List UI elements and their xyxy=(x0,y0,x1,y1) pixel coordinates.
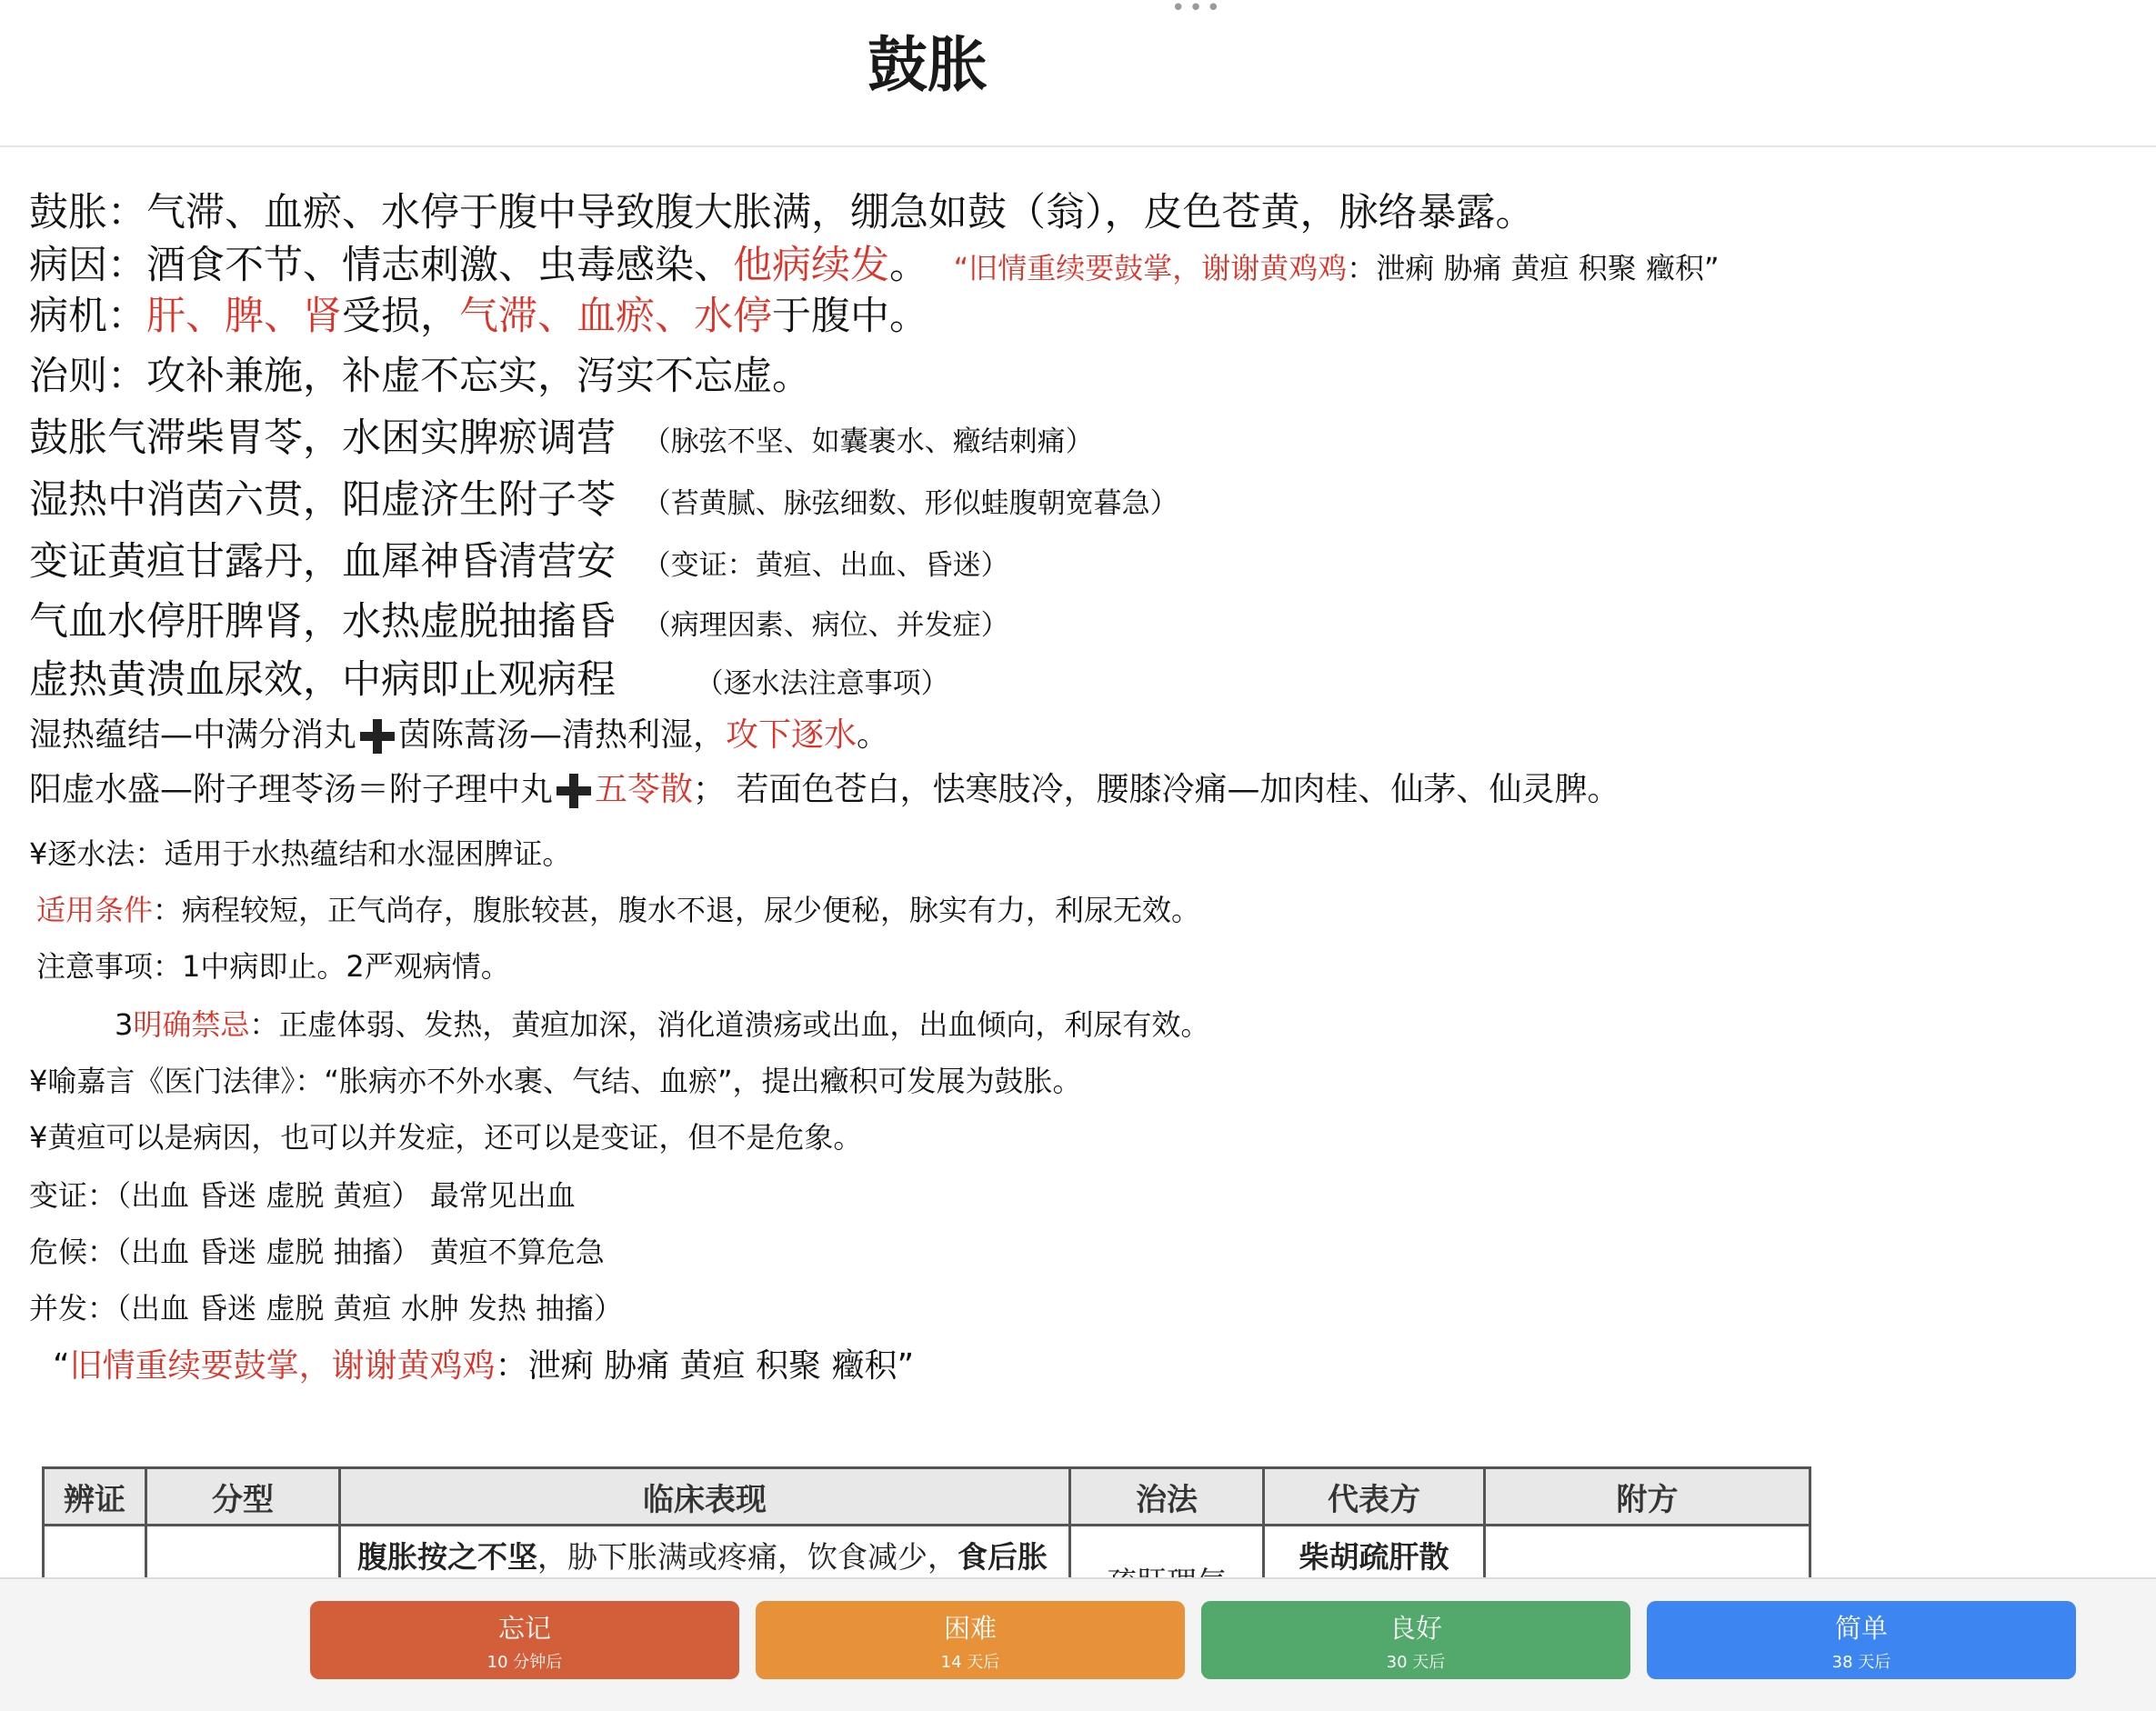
pathogenesis-end: 于腹中。 xyxy=(772,294,928,339)
table-header: 治法 xyxy=(1070,1468,1264,1526)
verse-5-text: 虚热黄溃血尿效，中病即止观病程 xyxy=(29,657,616,703)
mnemonic-highlight: “旧情重续要鼓掌，谢谢黄鸡鸡 xyxy=(953,251,1348,285)
mnemonic-line-text: ：泄痢 胁痛 黄疸 积聚 癥积” xyxy=(495,1347,915,1385)
verse-1-note: （脉弦不坚、如囊裹水、癥结刺痛） xyxy=(642,425,1094,458)
again-label: 忘记 xyxy=(497,1613,551,1644)
verse-line-3 xyxy=(29,531,1009,586)
verse-line-4 xyxy=(29,591,1009,646)
etiology-line xyxy=(29,235,1720,290)
drag-handle-icon[interactable]: ••• xyxy=(1171,0,1225,22)
verse-line-5 xyxy=(29,649,949,705)
verse-line-2 xyxy=(29,469,1178,525)
plus-icon xyxy=(557,774,591,808)
yang-deficiency-line xyxy=(29,764,1620,810)
mnemonic-line xyxy=(53,1340,914,1386)
verse-2-text: 湿热中消茵六贯，阳虚济生附子苓 xyxy=(29,477,616,523)
good-label: 良好 xyxy=(1389,1613,1442,1644)
etiology-highlight: 他病续发 xyxy=(733,243,889,288)
mnemonic-line-highlight: 旧情重续要鼓掌，谢谢黄鸡鸡 xyxy=(69,1347,496,1385)
pathogenesis-text: 受损， xyxy=(342,294,459,339)
hard-button[interactable] xyxy=(756,1601,1185,1679)
symptom-bold-2: 食后胀 xyxy=(958,1540,1048,1574)
indication-text: ：病程较短，正气尚存，腹胀较甚，腹水不退，尿少便秘，脉实有力，利尿无效。 xyxy=(153,893,1201,927)
etiology-end: 。 xyxy=(889,243,928,288)
purgation-line: ¥逐水法：适用于水热蕴结和水湿困脾证。 xyxy=(29,836,572,871)
header xyxy=(0,0,2156,147)
damp-heat-formula-2: 茵陈蒿汤—清热利湿， xyxy=(398,716,727,754)
table-header: 临床表现 xyxy=(340,1468,1070,1526)
page-title: 鼓胀 xyxy=(867,30,988,100)
critical-sign-line: 危候：（出血 昏迷 虚脱 抽搐） 黄疸不算危急 xyxy=(29,1235,605,1269)
again-button[interactable] xyxy=(310,1601,739,1679)
verse-4-text: 气血水停肝脾肾，水热虚脱抽搐昏 xyxy=(29,599,616,645)
yu-jiayan-line: ¥喻嘉言《医门法律》：“胀病亦不外水裹、气结、血瘀”，提出癥积可发展为鼓胀。 xyxy=(29,1064,1082,1098)
symptom-bold: 腹胀按之不坚 xyxy=(357,1540,537,1574)
treatment-principle-line: 治则：攻补兼施，补虚不忘实，泻实不忘虚。 xyxy=(29,354,811,399)
easy-button[interactable] xyxy=(1647,1601,2076,1679)
pathogenesis-factors: 气滞、血瘀、水停 xyxy=(459,294,772,339)
etiology-text: 病因：酒食不节、情志刺激、虫毒感染、 xyxy=(29,243,733,288)
table-header: 附方 xyxy=(1485,1468,1810,1526)
again-interval: 10 分钟后 xyxy=(486,1653,563,1672)
jaundice-line: ¥黄疸可以是病因，也可以并发症，还可以是变证，但不是危象。 xyxy=(29,1120,863,1155)
contraindication-label: 明确禁忌 xyxy=(133,1007,250,1042)
good-interval: 30 天后 xyxy=(1386,1653,1446,1672)
easy-label: 简单 xyxy=(1834,1613,1888,1644)
verse-3-note: （变证：黄疸、出血、昏迷） xyxy=(642,549,1009,582)
damp-heat-end: 。 xyxy=(857,716,890,754)
symptom-text: ，胁下胀满或疼痛，饮食减少， xyxy=(537,1540,958,1574)
yang-deficiency-text: ； 若面色苍白，怯寒肢冷，腰膝冷痛—加肉桂、仙茅、仙灵脾。 xyxy=(693,771,1620,808)
verse-1-text: 鼓胀气滞柴胃苓，水困实脾瘀调营 xyxy=(29,415,616,461)
indication-line xyxy=(36,887,1200,929)
pathogenesis-label: 病机： xyxy=(29,294,146,339)
easy-interval: 38 天后 xyxy=(1831,1653,1891,1672)
mnemonic-quote: “ xyxy=(53,1347,70,1385)
table-header: 分型 xyxy=(146,1468,340,1526)
contraindication-num: 3 xyxy=(115,1007,134,1042)
damp-heat-line xyxy=(29,709,889,755)
verse-line-1 xyxy=(29,407,1094,463)
table-header: 代表方 xyxy=(1264,1468,1485,1526)
pathogenesis-organs: 肝、脾、肾 xyxy=(146,294,342,339)
variant-syndrome-line: 变证：（出血 昏迷 虚脱 黄疸） 最常见出血 xyxy=(29,1178,576,1213)
verse-2-note: （苔黄腻、脉弦细数、形似蛙腹朝宽暮急） xyxy=(642,487,1178,520)
verse-5-note: （逐水法注意事项） xyxy=(695,667,949,700)
hard-label: 困难 xyxy=(943,1613,997,1644)
pathogenesis-line xyxy=(29,285,928,341)
table-header: 辨证 xyxy=(44,1468,146,1526)
precaution-line: 注意事项：1中病即止。2严观病情。 xyxy=(36,949,510,984)
contraindication-text: ：正虚体弱、发热，黄疸加深，消化道溃疡或出血，出血倾向，利尿有效。 xyxy=(249,1007,1210,1042)
representative-formula: 柴胡疏肝散 xyxy=(1299,1540,1449,1574)
mnemonic-text: ：泄痢 胁痛 黄疸 积聚 癥积” xyxy=(1347,251,1720,285)
contraindication-line xyxy=(115,1002,1209,1044)
indication-label: 适用条件 xyxy=(36,893,154,927)
yang-deficiency-highlight: 五苓散 xyxy=(595,771,694,808)
good-button[interactable] xyxy=(1201,1601,1630,1679)
complication-line: 并发：（出血 昏迷 虚脱 黄疸 水肿 发热 抽搐） xyxy=(29,1291,624,1326)
yang-deficiency-formula: 阳虚水盛—附子理苓汤＝附子理中丸 xyxy=(29,771,554,808)
answer-bar xyxy=(0,1577,2156,1711)
hard-interval: 14 天后 xyxy=(940,1653,1000,1672)
damp-heat-highlight: 攻下逐水 xyxy=(726,716,857,754)
verse-4-note: （病理因素、病位、并发症） xyxy=(642,609,1009,642)
verse-3-text: 变证黄疸甘露丹，血犀神昏清营安 xyxy=(29,539,616,585)
damp-heat-formula: 湿热蕴结—中满分消丸 xyxy=(29,716,357,754)
table-header-row xyxy=(44,1468,1810,1526)
definition-line: 鼓胀：气滞、血瘀、水停于腹中导致腹大胀满，绷急如鼓（翁），皮色苍黄，脉络暴露。 xyxy=(29,190,1535,235)
plus-icon xyxy=(360,719,395,754)
